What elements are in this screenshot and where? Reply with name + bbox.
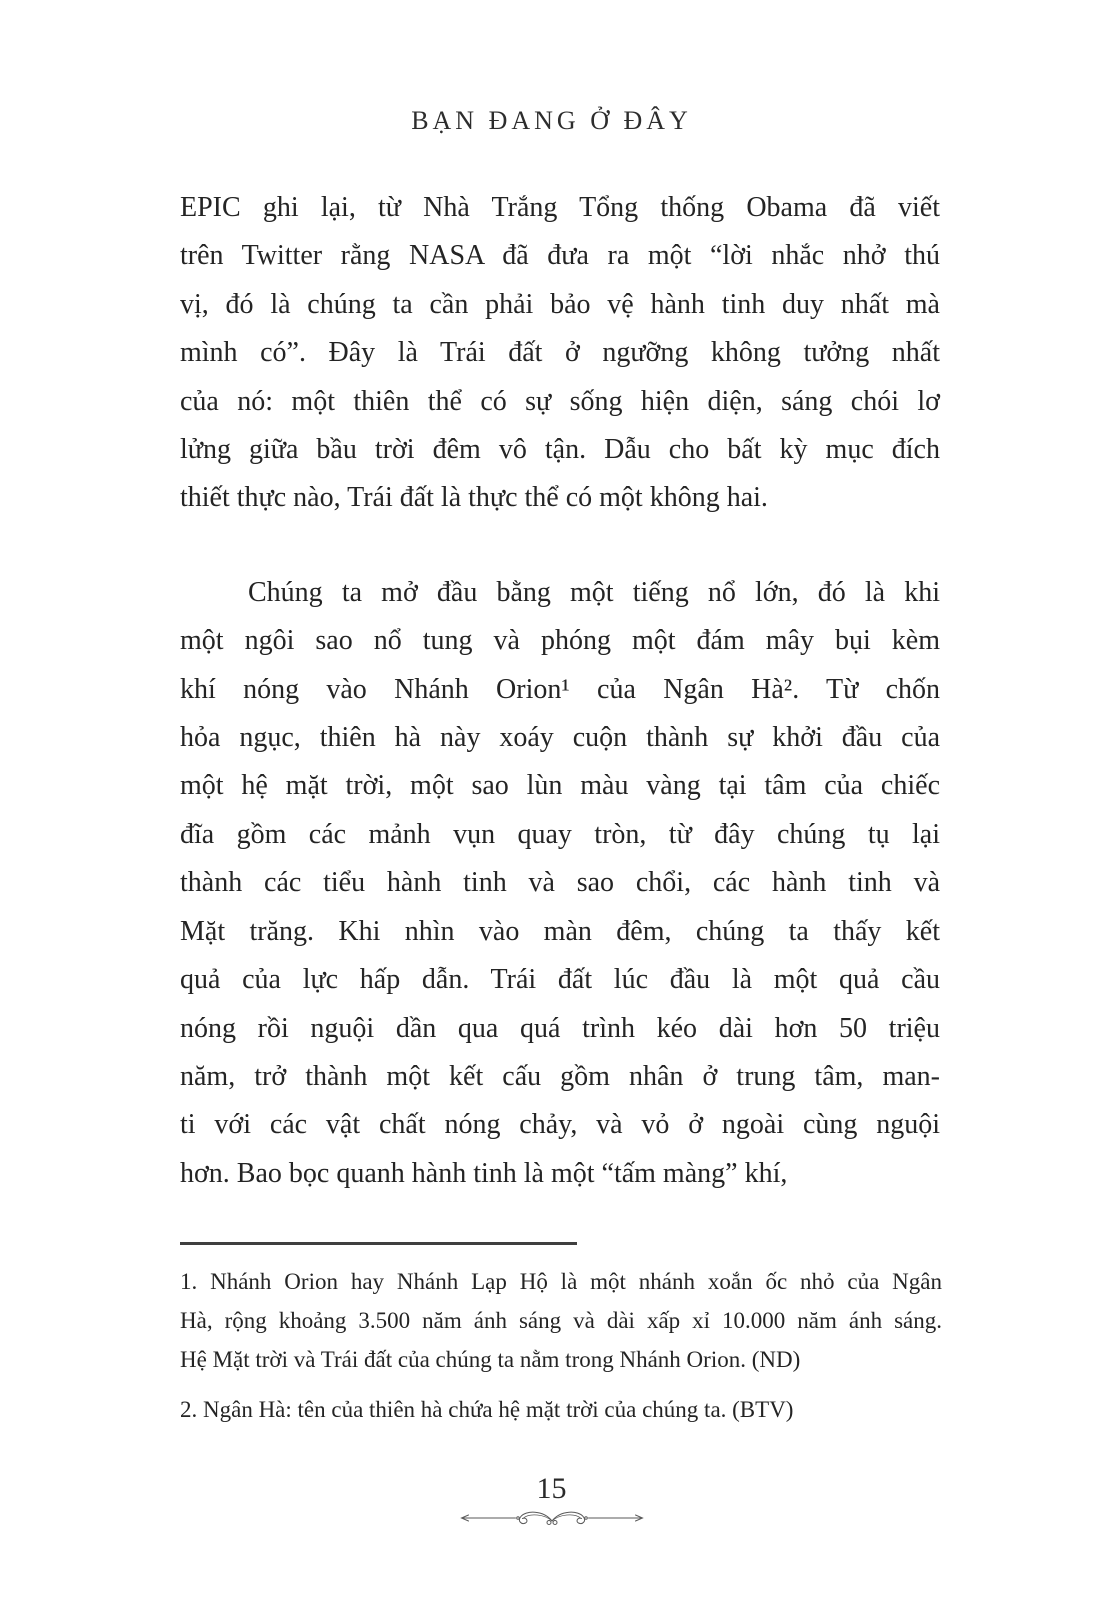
text-line: hơn. Bao bọc quanh hành tinh là một “tấm màng” khí, xyxy=(180,1157,788,1189)
text-line: Hệ Mặt trời và Trái đất của chúng ta nằm trong Nhánh Orion. (ND) xyxy=(180,1347,801,1372)
paragraph xyxy=(180,184,940,523)
text-line: Hà, rộng khoảng 3.500 năm ánh sáng và dài xấp xỉ 10.000 năm ánh sáng. xyxy=(180,1308,942,1333)
text-line: EPIC ghi lại, từ Nhà Trắng Tổng thống Obama đã viết xyxy=(180,192,940,223)
text-line: ti với các vật chất nóng chảy, và vỏ ở ngoài cùng nguội xyxy=(180,1109,940,1141)
text-line: vị, đó là chúng ta cần phải bảo vệ hành tinh duy nhất mà xyxy=(180,288,940,320)
paragraph xyxy=(180,569,940,1198)
footnotes xyxy=(180,1262,942,1429)
text-line: năm, trở thành một kết cấu gồm nhân ở trung tâm, man- xyxy=(180,1060,940,1092)
footnote-2 xyxy=(180,1390,942,1429)
text-line: 2. Ngân Hà: tên của thiên hà chứa hệ mặt trời của chúng ta. (BTV) xyxy=(180,1397,794,1422)
text-line: một ngôi sao nổ tung và phóng một đám mây bụi kèm xyxy=(180,625,940,657)
text-line: mình có”. Đây là Trái đất ở ngưỡng không tưởng nhất xyxy=(180,337,940,369)
body-text xyxy=(180,184,940,1198)
text-line: Chúng ta mở đầu bằng một tiếng nổ lớn, đó là khi xyxy=(248,576,940,608)
footnote-1 xyxy=(180,1262,942,1379)
footnote-divider xyxy=(180,1242,577,1245)
text-line: hỏa ngục, thiên hà này xoáy cuộn thành sự khởi đầu của xyxy=(180,722,940,754)
running-head: BẠN ĐANG Ở ĐÂY xyxy=(411,106,692,135)
text-line: lửng giữa bầu trời đêm vô tận. Dẫu cho bất kỳ mục đích xyxy=(180,434,940,466)
text-line: 1. Nhánh Orion hay Nhánh Lạp Hộ là một nhánh xoắn ốc nhỏ của Ngân xyxy=(180,1269,942,1294)
text-line: khí nóng vào Nhánh Orion¹ của Ngân Hà². Từ chốn xyxy=(180,673,940,705)
text-line: của nó: một thiên thể có sự sống hiện diện, sáng chói lơ xyxy=(180,385,940,417)
text-line: một hệ mặt trời, một sao lùn màu vàng tại tâm của chiếc xyxy=(180,770,940,802)
flourish-icon xyxy=(459,1506,644,1530)
page-number: 15 xyxy=(536,1472,567,1505)
text-line: quả của lực hấp dẫn. Trái đất lúc đầu là một quả cầu xyxy=(180,964,940,996)
text-line: thành các tiểu hành tinh và sao chổi, các hành tinh và xyxy=(180,867,940,899)
text-line: Mặt trăng. Khi nhìn vào màn đêm, chúng ta thấy kết xyxy=(180,915,940,947)
text-line: thiết thực nào, Trái đất là thực thể có một không hai. xyxy=(180,482,768,514)
text-line: trên Twitter rằng NASA đã đưa ra một “lời nhắc nhở thú xyxy=(180,240,940,272)
text-line: nóng rồi nguội dần qua quá trình kéo dài hơn 50 triệu xyxy=(180,1012,940,1044)
text-line: đĩa gồm các mảnh vụn quay tròn, từ đây chúng tụ lại xyxy=(180,818,940,850)
